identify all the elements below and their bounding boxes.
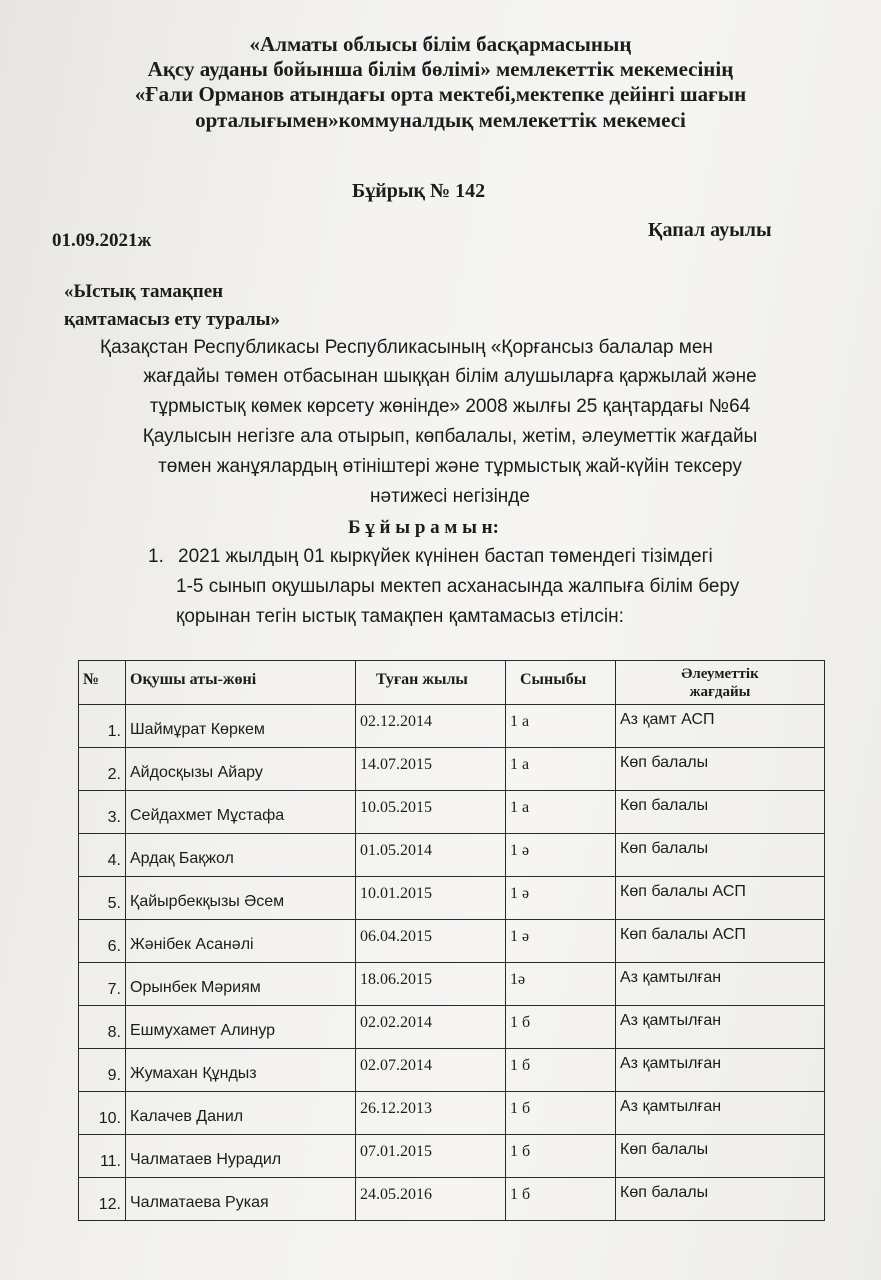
cell-class: 1 а	[506, 705, 616, 748]
table-row	[79, 705, 825, 748]
table-row	[79, 963, 825, 1006]
cell-name: Ардақ Бақжол	[126, 834, 356, 877]
cell-name: Айдосқызы Айару	[126, 748, 356, 791]
cell-class: 1 ә	[506, 834, 616, 877]
cell-name: Шаймұрат Көркем	[126, 705, 356, 748]
cell-class: 1ә	[506, 963, 616, 1006]
preamble-line-3: тұрмыстық көмек көрсету жөнінде» 2008 жылғы 25 қаңтардағы №64	[149, 396, 751, 417]
cell-class: 1 б	[506, 1135, 616, 1178]
table-header-row	[79, 661, 825, 705]
orders-heading: Б ұ й ы р а м ы н:	[348, 517, 499, 538]
students-table-body	[79, 705, 825, 1221]
cell-class: 1 ә	[506, 877, 616, 920]
cell-birth: 10.01.2015	[356, 877, 506, 920]
cell-birth: 10.05.2015	[356, 791, 506, 834]
table-row	[79, 1178, 825, 1221]
cell-num: 2.	[79, 748, 126, 791]
cell-num: 10.	[79, 1092, 126, 1135]
table-row	[79, 791, 825, 834]
cell-social: Аз қамт АСП	[616, 705, 825, 748]
cell-birth: 02.12.2014	[356, 705, 506, 748]
header-line-3: «Ғали Орманов атындағы орта мектебі,мектепке дейінгі шағын	[134, 82, 747, 106]
col-header-name: Оқушы аты-жөні	[126, 661, 356, 705]
cell-birth: 06.04.2015	[356, 920, 506, 963]
col-header-num: №	[79, 661, 126, 705]
col-header-class: Сыныбы	[506, 661, 616, 705]
cell-name: Чалматаева Рукая	[126, 1178, 356, 1221]
order-place: Қапал ауылы	[648, 219, 772, 241]
table-row	[79, 877, 825, 920]
preamble-line-4: Қаулысын негізге ала отырып, көпбалалы, жетім, әлеуметтік жағдайы	[142, 426, 758, 447]
preamble-line-6: нәтижесi негiзiнде	[370, 486, 530, 507]
col-header-social-line1: Әлеуметтік	[681, 666, 759, 682]
subject-line-1: «Ыстық тамақпен	[64, 281, 224, 302]
cell-num: 11.	[79, 1135, 126, 1178]
cell-num: 5.	[79, 877, 126, 920]
cell-num: 8.	[79, 1006, 126, 1049]
cell-birth: 02.07.2014	[356, 1049, 506, 1092]
cell-name: Ешмухамет Алинур	[126, 1006, 356, 1049]
cell-num: 6.	[79, 920, 126, 963]
cell-social: Аз қамтылған	[616, 1006, 825, 1049]
header-line-1: «Алматы облысы білім басқармасының	[249, 32, 632, 56]
cell-class: 1 а	[506, 791, 616, 834]
table-row	[79, 1006, 825, 1049]
item1-line-2: 1-5 сынып оқушылары мектеп асханасында жалпыға білім беру	[176, 576, 740, 597]
cell-num: 9.	[79, 1049, 126, 1092]
cell-social: Аз қамтылған	[616, 1092, 825, 1135]
cell-class: 1 б	[506, 1049, 616, 1092]
cell-birth: 02.02.2014	[356, 1006, 506, 1049]
cell-social: Көп балалы АСП	[616, 920, 825, 963]
item1-line-1: 2021 жылдың 01 кыркүйек күнінен бастап төмендегі тізімдегі	[178, 546, 713, 567]
cell-num: 12.	[79, 1178, 126, 1221]
table-row	[79, 920, 825, 963]
cell-social: Көп балалы	[616, 1178, 825, 1221]
cell-name: Чалматаев Нурадил	[126, 1135, 356, 1178]
cell-num: 1.	[79, 705, 126, 748]
cell-birth: 18.06.2015	[356, 963, 506, 1006]
col-header-social-line2: жағдайы	[689, 684, 751, 700]
cell-social: Көп балалы	[616, 791, 825, 834]
preamble-line-5: төмен жанұялардың өтiнiштерi және тұрмыстық жай-күйiн тексеру	[158, 456, 742, 477]
table-row	[79, 1049, 825, 1092]
order-date: 01.09.2021ж	[52, 230, 152, 251]
col-header-birth: Туған жылы	[356, 661, 506, 705]
item1-line-3: қорынан тегін ыстық тамақпен қамтамасыз етілсін:	[176, 606, 624, 627]
header-line-2: Ақсу ауданы бойынша білім бөлімі» мемлекеттік мекемесінің	[147, 57, 734, 81]
cell-name: Қайырбекқызы Әсем	[126, 877, 356, 920]
cell-num: 3.	[79, 791, 126, 834]
header-line-4: орталығымен»коммуналдық мемлекеттік мекемесі	[195, 108, 686, 132]
cell-class: 1 б	[506, 1006, 616, 1049]
order-title: Бұйрық № 142	[352, 180, 486, 202]
cell-social: Аз қамтылған	[616, 963, 825, 1006]
cell-social: Көп балалы АСП	[616, 877, 825, 920]
cell-birth: 07.01.2015	[356, 1135, 506, 1178]
cell-birth: 14.07.2015	[356, 748, 506, 791]
cell-class: 1 ә	[506, 920, 616, 963]
cell-social: Көп балалы	[616, 1135, 825, 1178]
cell-social: Көп балалы	[616, 748, 825, 791]
students-table	[78, 660, 825, 1221]
cell-name: Жәнібек Асанәлі	[126, 920, 356, 963]
cell-class: 1 а	[506, 748, 616, 791]
cell-social: Аз қамтылған	[616, 1049, 825, 1092]
table-row	[79, 748, 825, 791]
cell-class: 1 б	[506, 1178, 616, 1221]
preamble-line-1: Қазақстан Республикасы Республикасының «Қорғансыз балалар мен	[100, 337, 713, 358]
cell-social: Көп балалы	[616, 834, 825, 877]
cell-name: Жумахан Құндыз	[126, 1049, 356, 1092]
cell-class: 1 б	[506, 1092, 616, 1135]
cell-name: Калачев Данил	[126, 1092, 356, 1135]
table-row	[79, 834, 825, 877]
cell-birth: 01.05.2014	[356, 834, 506, 877]
table-row	[79, 1092, 825, 1135]
cell-num: 4.	[79, 834, 126, 877]
cell-name: Сейдахмет Мұстафа	[126, 791, 356, 834]
preamble-line-2: жағдайы төмен отбасынан шыққан білім алушыларға қаржылай және	[143, 366, 757, 387]
cell-birth: 24.05.2016	[356, 1178, 506, 1221]
col-header-social	[616, 661, 825, 705]
cell-name: Орынбек Мәриям	[126, 963, 356, 1006]
cell-num: 7.	[79, 963, 126, 1006]
cell-birth: 26.12.2013	[356, 1092, 506, 1135]
item1-number: 1.	[148, 546, 164, 567]
table-row	[79, 1135, 825, 1178]
subject-line-2: қамтамасыз ету туралы»	[64, 309, 280, 330]
